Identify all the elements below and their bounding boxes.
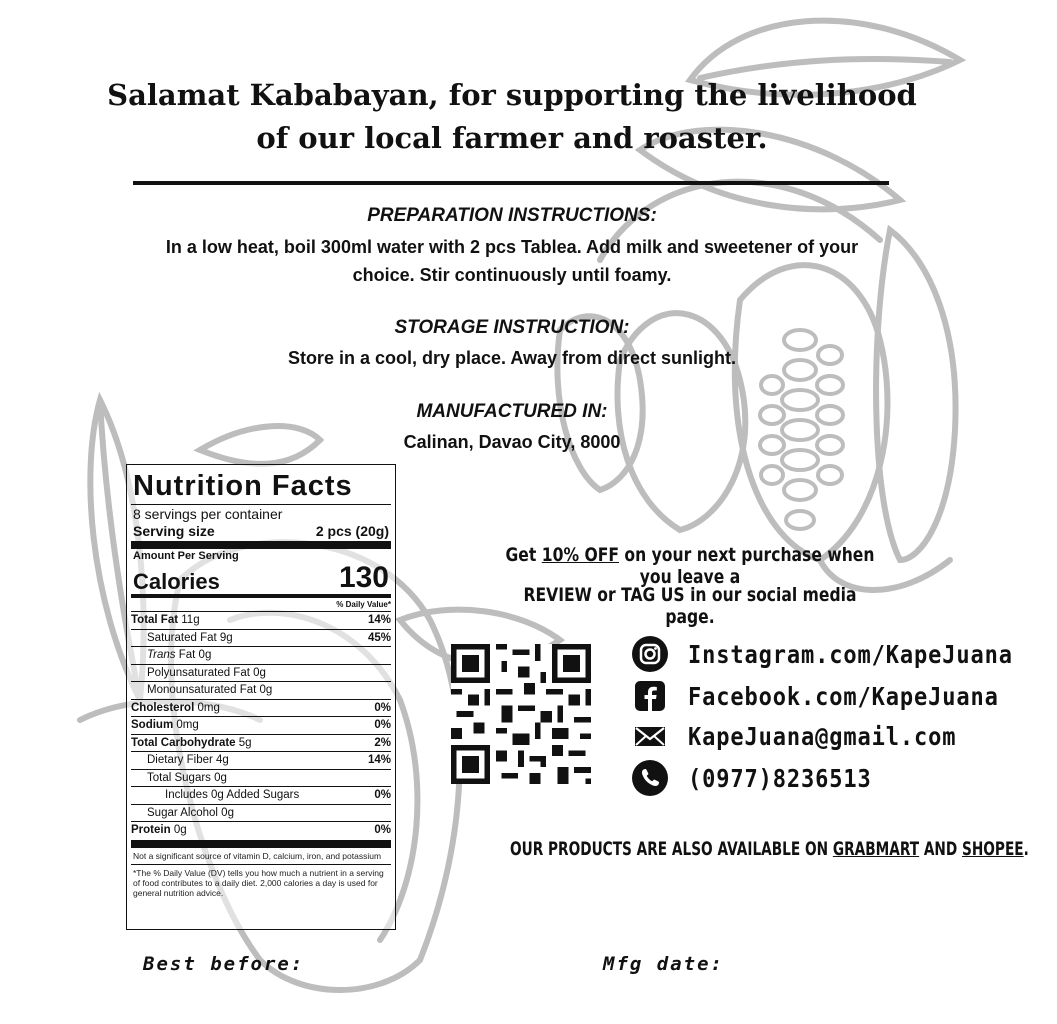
nutrient-amount: 0mg — [176, 719, 199, 731]
mail-icon — [632, 718, 668, 754]
nutrient-row — [131, 821, 391, 839]
nutrition-thick-divider — [131, 840, 391, 848]
amount-per-serving: Amount Per Serving — [133, 550, 239, 562]
nutrient-row — [131, 681, 391, 699]
calories-label: Calories — [133, 569, 220, 594]
nutrition-footnote-1: Not a significant source of vitamin D, calcium, iron, and potassium — [133, 850, 382, 861]
nutrient-label: Sugar Alcohol — [147, 806, 218, 819]
servings-per-container: 8 servings per container — [133, 506, 283, 522]
calories-row — [131, 563, 391, 593]
nutrient-dv: 45% — [367, 631, 391, 644]
nutrient-row — [131, 629, 391, 647]
nutrient-dv: 0% — [374, 789, 391, 801]
nutrient-amount: 0g — [221, 806, 234, 819]
nutrient-amount: 0g — [214, 771, 227, 784]
thank-you-line-2: of our local farmer and roaster. — [256, 121, 768, 155]
contact-instagram[interactable] — [632, 636, 1057, 672]
thank-you-heading — [0, 74, 1024, 160]
preparation-line-2: choice. Stir continuously until foamy. — [352, 265, 672, 285]
nutrient-dv: 0% — [374, 701, 391, 714]
facebook-icon — [632, 678, 668, 714]
nutrient-label: Total Sugars — [147, 771, 211, 784]
nutrient-label: Total Fat — [131, 614, 179, 626]
nutrient-label: Includes 0g Added Sugars — [165, 789, 300, 801]
nutrient-amount: 0mg — [197, 701, 220, 714]
email-link[interactable]: KapeJuana@gmail.com — [688, 721, 957, 751]
nutrient-label: Sodium — [131, 719, 174, 731]
nutrition-mid-divider — [131, 594, 391, 598]
manufactured-text: Calinan, Davao City, 8000 — [403, 432, 621, 452]
facebook-link[interactable]: Facebook.com/KapeJuana — [688, 681, 999, 711]
nutrition-divider — [131, 864, 391, 865]
nutrient-label: Protein — [131, 824, 171, 836]
nutrient-row — [131, 646, 391, 664]
divider — [133, 181, 889, 185]
nutrient-row — [131, 699, 391, 717]
nutrition-title: Nutrition Facts — [133, 470, 353, 502]
nutrient-amount: Fat 0g — [178, 649, 212, 661]
nutrient-row — [131, 664, 391, 682]
nutrient-row — [131, 769, 391, 787]
serving-size-label: Serving size — [133, 523, 215, 539]
contact-phone[interactable] — [632, 760, 897, 796]
nutrient-row — [131, 804, 391, 822]
promo-line-1 — [497, 544, 882, 588]
nutrient-amount: 0g — [259, 684, 273, 696]
storage-text: Store in a cool, dry place. Away from direct sunlight. — [287, 348, 737, 368]
contact-facebook[interactable] — [632, 678, 1041, 714]
nutrient-amount: 11g — [181, 614, 200, 626]
nutrient-label: Dietary Fiber — [147, 754, 213, 766]
preparation-text — [0, 233, 1024, 289]
availability-and: AND — [919, 838, 963, 860]
instagram-icon — [632, 636, 668, 672]
nutrient-row — [131, 611, 391, 629]
nutrient-label: Monounsaturated Fat — [147, 684, 257, 696]
phone-icon — [632, 760, 668, 796]
nutrition-thick-divider — [131, 541, 391, 549]
availability-suffix: . — [1023, 838, 1029, 860]
promo-line-2: REVIEW or TAG US in our social media page. — [523, 584, 857, 628]
calories-value: 130 — [338, 561, 389, 594]
daily-value-header: % Daily Value* — [336, 600, 391, 609]
qr-code[interactable] — [451, 644, 591, 784]
availability-note — [510, 838, 1029, 860]
nutrient-dv: 0% — [374, 824, 391, 836]
storage-heading: STORAGE INSTRUCTION: — [394, 317, 630, 338]
nutrient-label: Cholesterol — [131, 701, 195, 714]
nutrient-label: Polyunsaturated Fat — [147, 666, 250, 679]
serving-size-value: 2 pcs (20g) — [315, 523, 389, 539]
mfg-date-label: Mfg date: — [603, 953, 724, 975]
nutrition-divider — [131, 504, 391, 505]
preparation-heading: PREPARATION INSTRUCTIONS: — [367, 205, 657, 226]
nutrient-amount: 0g — [173, 824, 187, 836]
nutrient-amount: 0g — [253, 666, 266, 679]
nutrition-facts-panel — [126, 464, 396, 930]
nutrient-row — [131, 751, 391, 769]
nutrient-label: Trans — [147, 649, 176, 661]
phone-number[interactable]: (0977)8236513 — [688, 763, 872, 793]
nutrient-amount: 5g — [238, 736, 252, 749]
nutrient-label: Total Carbohydrate — [131, 736, 236, 749]
preparation-line-1: In a low heat, boil 300ml water with 2 pcs Tablea. Add milk and sweetener of your — [165, 237, 859, 257]
nutrient-amount: 9g — [219, 631, 233, 644]
thank-you-line-1: Salamat Kababayan, for supporting the livelihood — [107, 78, 917, 112]
promo-offer: 10% OFF — [541, 544, 620, 566]
instagram-link[interactable]: Instagram.com/KapeJuana — [688, 639, 1013, 669]
availability-prefix: OUR PRODUCTS ARE ALSO AVAILABLE ON — [510, 838, 833, 860]
nutrient-dv: 14% — [367, 754, 391, 766]
nutrient-dv: 14% — [367, 614, 391, 626]
nutrient-row — [131, 734, 391, 752]
nutrition-footnote-2: *The % Daily Value (DV) tells you how much a nutrient in a serving of food contributes to a daily diet. 2,000 calories a day is used for general nutrition advice. — [133, 867, 384, 898]
nutrient-row — [131, 716, 391, 734]
nutrient-dv: 2% — [374, 736, 391, 749]
shopee-link[interactable]: SHOPEE — [962, 838, 1024, 860]
contact-email[interactable] — [632, 718, 993, 754]
promo-rest: on your next purchase when you leave a — [619, 544, 875, 588]
nutrient-row — [131, 786, 391, 804]
serving-size — [131, 523, 391, 540]
best-before-label: Best before: — [143, 953, 305, 975]
manufactured-heading: MANUFACTURED IN: — [416, 401, 608, 422]
nutrient-dv: 0% — [374, 719, 391, 731]
grabmart-link[interactable]: GRABMART — [832, 838, 920, 860]
nutrient-amount: 4g — [216, 754, 229, 766]
nutrient-label: Saturated Fat — [147, 631, 217, 644]
promo-get: Get — [505, 544, 537, 566]
